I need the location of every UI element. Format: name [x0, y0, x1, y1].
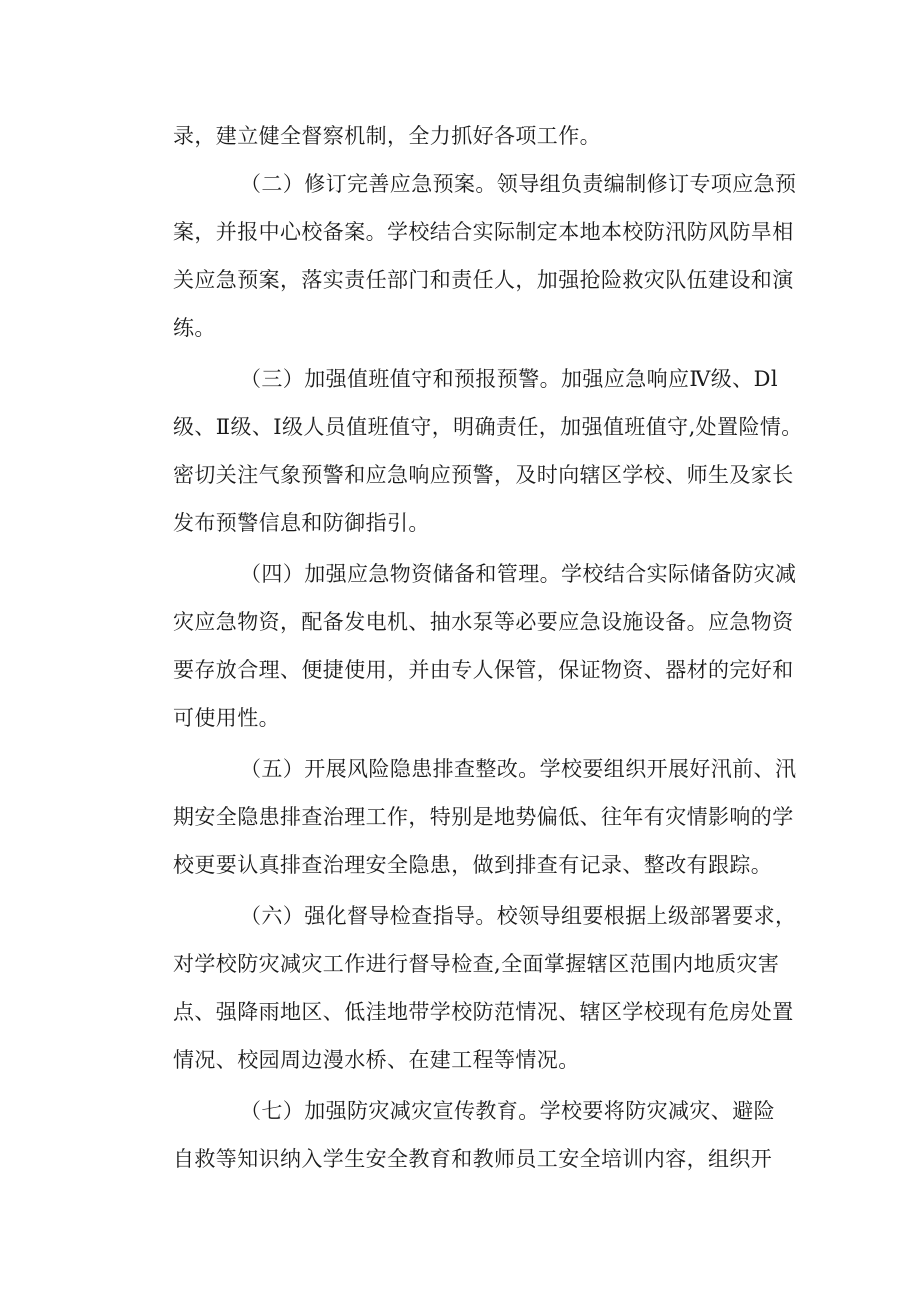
text-line: 点、强降雨地区、低洼地带学校防范情况、辖区学校现有危房处置: [173, 1000, 794, 1024]
paragraph-heading-5: （五）开展风险隐患排查整改。学校要组织开展好汛前、汛: [240, 757, 797, 781]
paragraph-heading-4: （四）加强应急物资储备和管理。学校结合实际储备防灾减: [240, 562, 797, 586]
text-line: 关应急预案，落实责任部门和责任人，加强抢险救灾队伍建设和演: [173, 268, 794, 292]
text-line: 密切关注气象预警和应急响应预警，及时向辖区学校、师生及家长: [173, 463, 794, 487]
paragraph-heading-2: （二）修订完善应急预案。领导组负责编制修订专项应急预: [240, 172, 797, 196]
text-line: 可使用性。: [173, 706, 280, 730]
text-line: 期安全隐患排查治理工作，特别是地势偏低、往年有灾情影响的学: [173, 805, 794, 829]
text-line: 灾应急物资，配备发电机、抽水泵等必要应急设施设备。应急物资: [173, 610, 794, 634]
text-line: 案，并报中心校备案。学校结合实际制定本地本校防汛防风防旱相: [173, 220, 794, 244]
text-line: 情况、校园周边漫水桥、在建工程等情况。: [173, 1048, 580, 1072]
text-line: 录，建立健全督察机制，全力抓好各项工作。: [173, 124, 601, 148]
paragraph-heading-6: （六）强化督导检查指导。校领导组要根据上级部署要求，: [240, 904, 797, 928]
paragraph-heading-7: （七）加强防灾减灾宣传教育。学校要将防灾减灾、避险: [240, 1099, 775, 1123]
text-line: 练。: [173, 316, 216, 340]
text-line: 级、Ⅱ级、I级人员值班值守，明确责任，加强值班值守,处置险情。: [173, 415, 803, 439]
text-line: 对学校防灾减灾工作进行督导检查,全面掌握辖区范围内地质灾害: [173, 952, 780, 976]
text-line: 自救等知识纳入学生安全教育和教师员工安全培训内容，组织开: [173, 1147, 773, 1171]
text-line: 发布预警信息和防御指引。: [173, 511, 430, 535]
paragraph-heading-3: （三）加强值班值守和预报预警。加强应急响应Ⅳ级、Dl: [240, 367, 778, 391]
text-line: 校更要认真排查治理安全隐患，做到排查有记录、整改有跟踪。: [173, 853, 773, 877]
text-line: 要存放合理、便捷使用，并由专人保管，保证物资、器材的完好和: [173, 658, 794, 682]
